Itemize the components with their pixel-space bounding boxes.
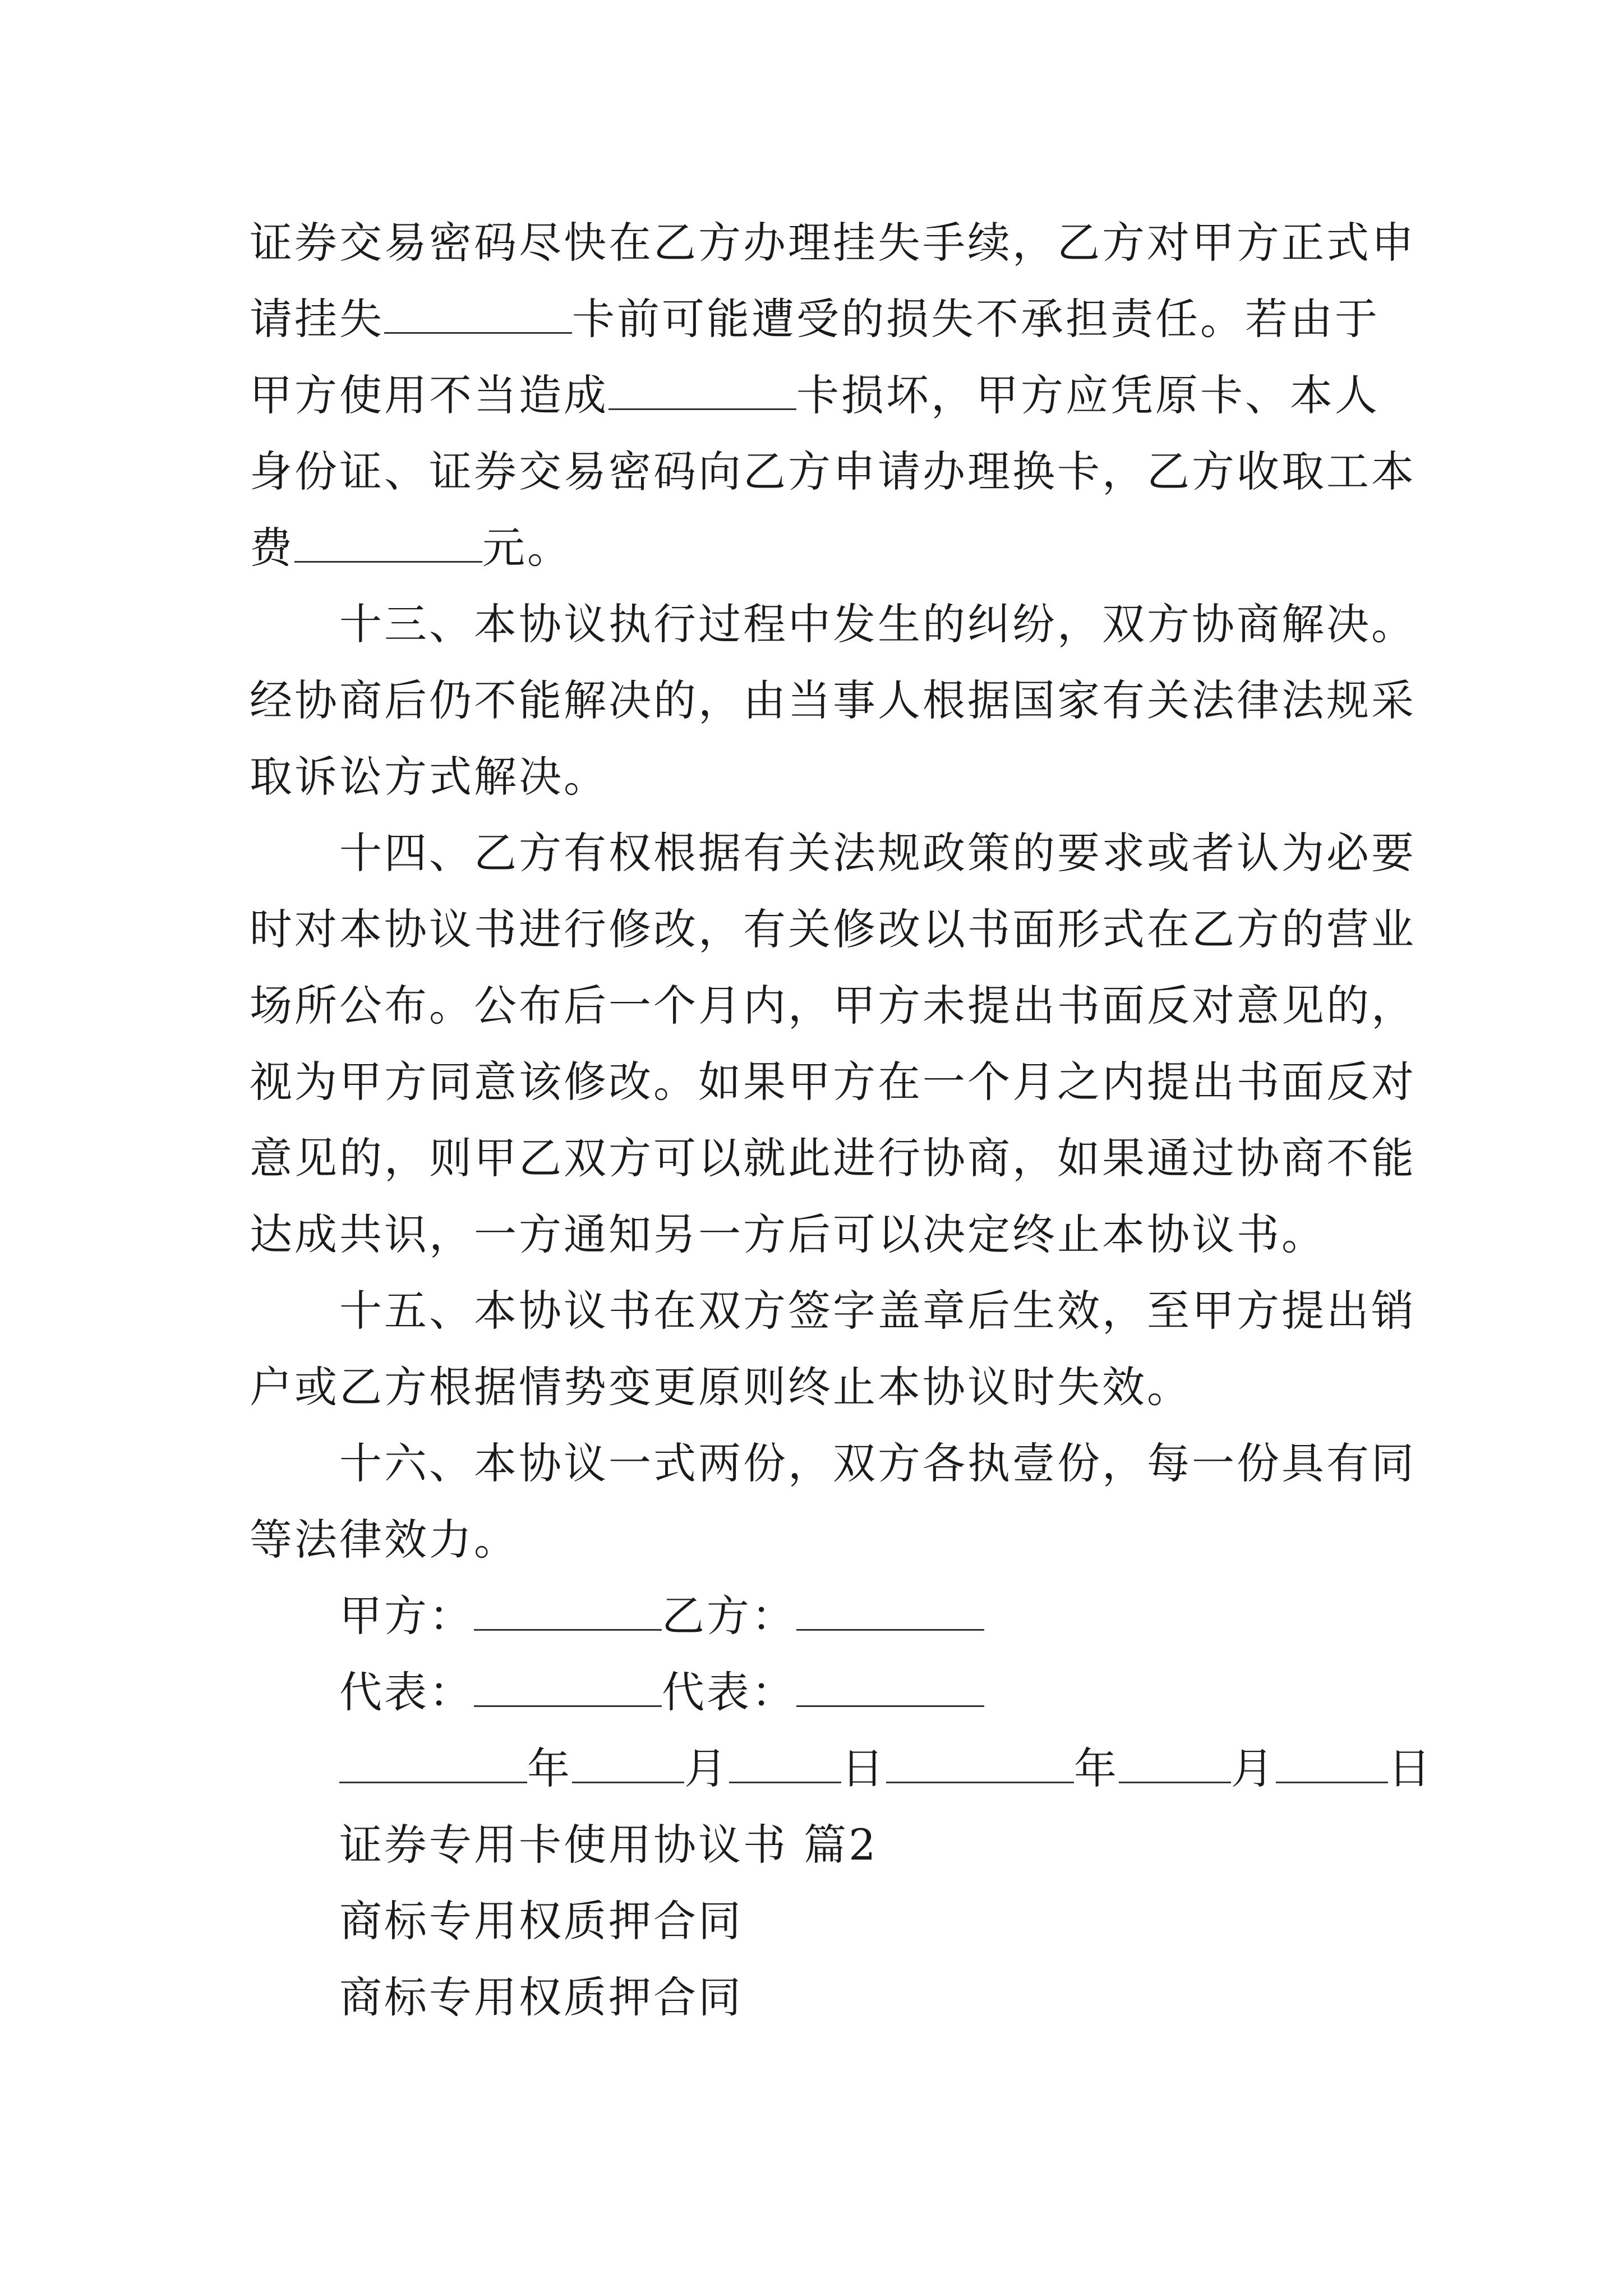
paragraph-line	[250, 739, 608, 815]
text-run: 场所公布。公布后一个月内，甲方未提出书面反对意见的，	[250, 981, 1416, 1030]
paragraph-line	[250, 1197, 1326, 1273]
paragraph-line	[250, 1349, 1192, 1425]
rep-b-label: 代表：	[662, 1667, 796, 1717]
signature-date-line	[339, 1731, 1433, 1807]
paragraph-line	[250, 205, 1416, 281]
rep-a-label: 代表：	[339, 1667, 474, 1717]
paragraph-first-line	[339, 815, 1416, 891]
text-run: 达成共识，一方通知另一方后可以决定终止本协议书。	[250, 1209, 1326, 1259]
fill-in-blank	[384, 292, 572, 334]
paragraph-first-line	[339, 1273, 1416, 1349]
rep-a-blank	[474, 1665, 662, 1707]
party-a-blank	[474, 1589, 662, 1631]
paragraph-line	[250, 1120, 1416, 1197]
text-run: 身份证、证券交易密码向乙方申请办理换卡，乙方收取工本	[250, 447, 1416, 496]
rep-b-blank	[796, 1665, 984, 1707]
year-blank	[339, 1741, 527, 1783]
section-title	[339, 1807, 878, 1883]
section-subtitle	[339, 1959, 743, 2036]
text-run: 卡损坏，甲方应凭原卡、本人	[796, 370, 1380, 420]
month-label: 月	[684, 1743, 729, 1793]
section-subtitle	[339, 1883, 743, 1959]
paragraph-line	[250, 1044, 1416, 1120]
month-label: 月	[1231, 1743, 1276, 1793]
text-run: 视为甲方同意该修改。如果甲方在一个月之内提出书面反对	[250, 1057, 1416, 1107]
party-a-label: 甲方：	[339, 1591, 474, 1641]
text-run: 经协商后仍不能解决的，由当事人根据国家有关法律法规采	[250, 675, 1416, 725]
text-run: 十六、本协议一式两份，双方各执壹份，每一份具有同	[339, 1438, 1416, 1488]
text-run: 十五、本协议书在双方签字盖章后生效，至甲方提出销	[339, 1286, 1416, 1336]
year-label: 年	[1074, 1743, 1119, 1793]
section-subtitle-text: 商标专用权质押合同	[339, 1896, 743, 1946]
paragraph-first-line	[339, 1425, 1416, 1502]
month-blank	[1119, 1741, 1231, 1783]
text-run: 十三、本协议执行过程中发生的纠纷，双方协商解决。	[339, 599, 1416, 649]
paragraph-line	[250, 968, 1416, 1044]
signature-rep-line	[339, 1654, 984, 1731]
month-blank	[572, 1741, 684, 1783]
text-run: 等法律效力。	[250, 1515, 519, 1565]
year-label: 年	[527, 1743, 572, 1793]
fill-in-blank	[608, 368, 796, 410]
paragraph-line	[250, 510, 572, 586]
text-run: 户或乙方根据情势变更原则终止本协议时失效。	[250, 1362, 1192, 1412]
text-run: 请挂失	[250, 294, 384, 344]
paragraph-line	[250, 1502, 519, 1578]
section-title-text: 证券专用卡使用协议书 篇2	[339, 1820, 878, 1870]
day-label: 日	[1388, 1743, 1433, 1793]
text-run: 卡前可能遭受的损失不承担责任。若由于	[572, 294, 1380, 344]
text-run: 证券交易密码尽快在乙方办理挂失手续，乙方对甲方正式申	[250, 218, 1416, 268]
text-run: 甲方使用不当造成	[250, 370, 608, 420]
paragraph-line	[250, 434, 1416, 510]
text-run: 元。	[482, 523, 572, 573]
text-run: 意见的，则甲乙双方可以就此进行协商，如果通过协商不能	[250, 1133, 1416, 1183]
text-run: 费	[250, 523, 294, 573]
paragraph-line	[250, 662, 1416, 739]
year-blank	[886, 1741, 1074, 1783]
fill-in-blank	[294, 521, 482, 563]
text-run: 十四、乙方有权根据有关法规政策的要求或者认为必要	[339, 828, 1416, 878]
paragraph-first-line	[339, 586, 1416, 662]
day-blank	[729, 1741, 841, 1783]
party-b-label: 乙方：	[662, 1591, 796, 1641]
section-subtitle-text: 商标专用权质押合同	[339, 1972, 743, 2022]
day-blank	[1276, 1741, 1388, 1783]
paragraph-line	[250, 281, 1380, 357]
paragraph-line	[250, 357, 1380, 434]
text-run: 时对本协议书进行修改，有关修改以书面形式在乙方的营业	[250, 904, 1416, 954]
party-b-blank	[796, 1589, 984, 1631]
signature-party-line	[339, 1578, 984, 1654]
paragraph-line	[250, 891, 1416, 968]
day-label: 日	[841, 1743, 886, 1793]
text-run: 取诉讼方式解决。	[250, 752, 608, 802]
